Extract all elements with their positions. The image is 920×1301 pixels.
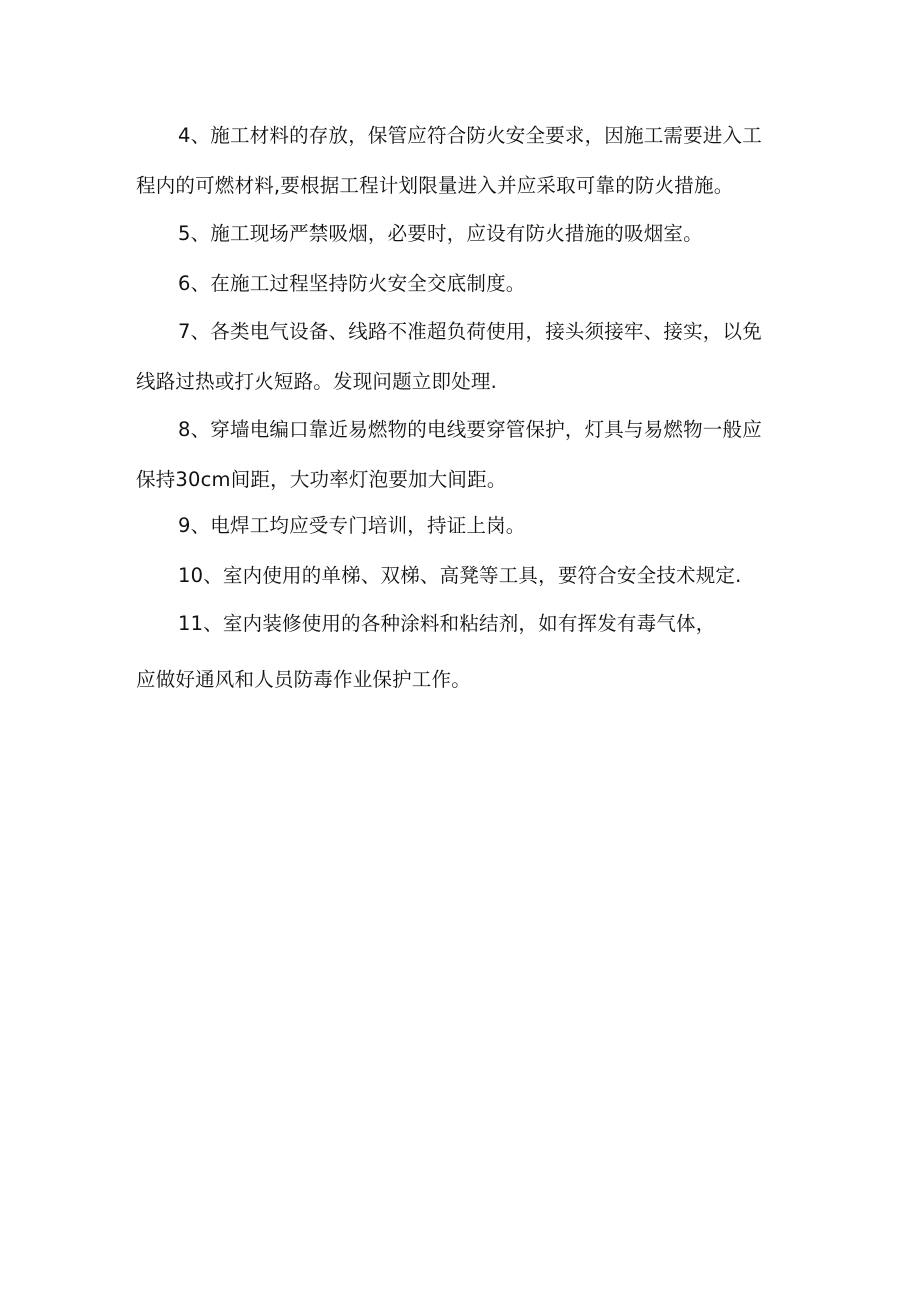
item-4-line-2: 程内的可燃材料,要根据工程计划限量进入并应采取可靠的防火措施。	[136, 174, 734, 197]
item-11-line-1: 11、室内装修使用的各种涂料和粘结剂，如有挥发有毒气体，	[178, 612, 716, 635]
item-5: 5、施工现场严禁吸烟，必要时，应设有防火措施的吸烟室。	[178, 222, 703, 245]
item-4-line-1: 4、施工材料的存放，保管应符合防火安全要求，因施工需要进入工	[178, 124, 762, 147]
item-9: 9、电焊工均应受专门培训，持证上岗。	[178, 514, 526, 537]
item-7-line-1: 7、各类电气设备、线路不准超负荷使用，接头须接牢、接实，以免	[178, 320, 762, 343]
item-11-line-2: 应做好通风和人员防毒作业保护工作。	[136, 668, 471, 691]
item-8-line-1: 8、穿墙电编口靠近易燃物的电线要穿管保护，灯具与易燃物一般应	[178, 418, 762, 441]
item-10: 10、室内使用的单梯、双梯、高凳等工具，要符合安全技术规定.	[178, 564, 742, 587]
item-7-line-2: 线路过热或打火短路。发现问题立即处理.	[136, 370, 497, 393]
item-8-line-2: 保持30cm间距，大功率灯泡要加大间距。	[136, 468, 507, 491]
item-6: 6、在施工过程坚持防火安全交底制度。	[178, 272, 526, 295]
